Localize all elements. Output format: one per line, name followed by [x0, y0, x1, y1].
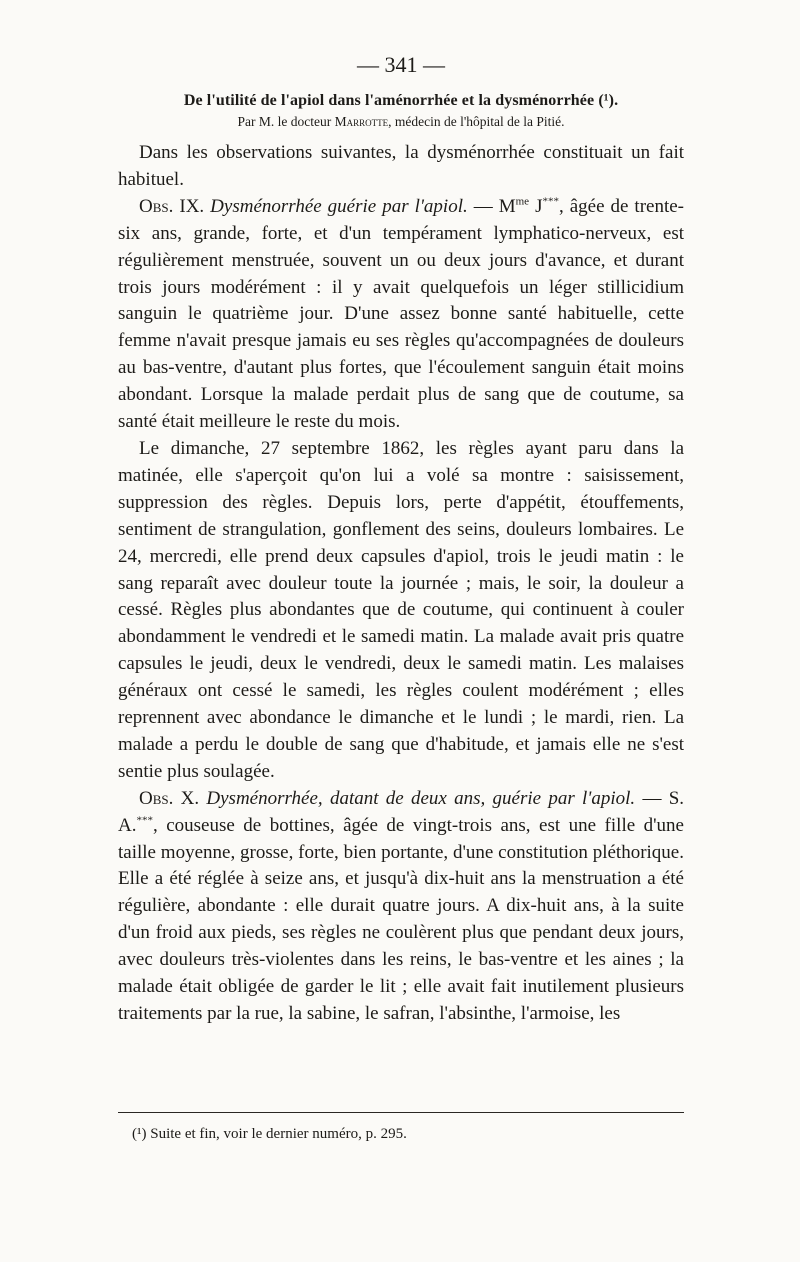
author-suffix: , médecin de l'hôpital de la Pitié.	[388, 114, 565, 129]
obs-10-heading: Dysménorrhée, datant de deux ans, guérie par l'apiol.	[206, 787, 636, 809]
footnote: (¹) Suite et fin, voir le dernier numéro, p. 295.	[132, 1126, 407, 1142]
obs-9-heading: Dysménorrhée guérie par l'apiol.	[210, 195, 468, 217]
observation-10-paragraph	[118, 786, 684, 1028]
page-number: — 341 —	[357, 52, 445, 77]
obs-10-dash: — S. A.	[118, 787, 685, 836]
page-content	[118, 52, 684, 1028]
title-footnote-marker: (¹).	[598, 92, 619, 109]
article-title-text: De l'utilité de l'apiol dans l'aménorrhée et la dysménorrhée	[183, 92, 595, 109]
obs-9-text: , âgée de trente-six ans, grande, forte, et d'un tempérament lymphatico-nerveux, est régulièrement menstruée, souvent un ou deux jours d'avance, et durant trois jours modérément : il y avait quelquefois un léger stillicidium sanguin le quatrième jour. D'une assez bonne santé habituelle, cette femme n'avait presque jamais eu ses règles qu'accompagnées de douleurs au bas-ventre, d'autant plus fortes, que l'écoulement sanguin était moins abondant. Lorsque la malade perdait plus de sang que de coutume, sa santé était meilleure le reste du mois.	[118, 195, 684, 433]
footnote-rule	[118, 1112, 684, 1113]
obs-9-label: Obs. IX.	[139, 195, 205, 217]
intro-paragraph: Dans les observations suivantes, la dysménorrhée constituait un fait habituel.	[118, 142, 684, 190]
obs-9-dash: — M	[467, 195, 516, 217]
obs-10-label: Obs. X.	[139, 787, 200, 809]
observation-9-paragraph	[118, 194, 684, 436]
author-prefix: Par M. le docteur	[237, 114, 332, 129]
obs-10-text: , couseuse de bottines, âgée de vingt-trois ans, est une fille d'une taille moyenne, grosse, forte, bien portante, d'une constitution pléthorique. Elle a été réglée à seize ans, et jusqu'à dix-huit ans la menstruation a été régulière, abondante : elle durait quatre jours. A dix-huit ans, à la suite d'un froid aux pieds, ses règles ne coulèrent plus que pendant deux jours, avec douleurs très-violentes dans les reins, le bas-ventre et les aines ; la malade était obligée de garder le lit ; elle avait fait inutilement plusieurs traitements par la rue, la sabine, le safran, l'absinthe, l'armoise, les	[118, 814, 684, 1024]
obs-9-stars: ***	[542, 195, 559, 208]
article-title	[118, 92, 684, 110]
author-line	[118, 114, 684, 130]
author-name: Marrotte	[334, 114, 389, 129]
obs-9-patient: J	[529, 195, 543, 217]
obs-9-me: me	[515, 195, 530, 208]
obs-10-stars: ***	[136, 814, 153, 827]
observation-9-continuation: Le dimanche, 27 septembre 1862, les règles ayant paru dans la matinée, elle s'aperçoit qu'on lui a volé sa montre : saisissement, suppression des règles. Depuis lors, perte d'appétit, étouffements, sentiment de strangulation, gonflement des seins, douleurs lombaires. Le 24, mercredi, elle prend deux capsules d'apiol, trois le jeudi matin : le sang reparaît avec douleur toute la journée ; mais, le soir, la douleur a cessé. Règles plus abondantes que de coutume, qui continuent à couler abondamment le vendredi et le samedi matin. La malade avait pris quatre capsules le jeudi, deux le vendredi, deux le samedi matin. Les malaises généraux ont cessé le samedi, les règles coulent modérément ; elles reprennent avec abondance le dimanche et le lundi ; le mardi, rien. La malade a perdu le double de sang que d'habitude, et jamais elle ne s'est sentie plus soulagée.	[118, 437, 684, 782]
